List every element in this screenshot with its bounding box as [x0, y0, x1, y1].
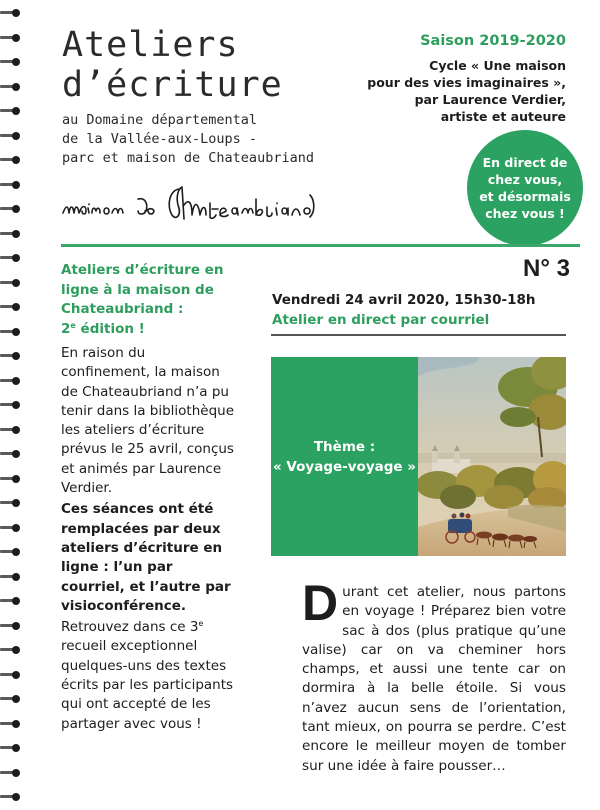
spiral-ring	[0, 548, 22, 556]
badge-line: En direct de	[482, 155, 568, 170]
ring-hole	[12, 475, 20, 483]
spiral-ring	[0, 744, 22, 752]
spiral-ring	[0, 475, 22, 483]
theme-title: « Voyage-voyage »	[273, 458, 416, 475]
paragraph-recueil	[61, 618, 236, 734]
spiral-ring	[0, 132, 22, 140]
intro-title-line: ligne à la maison de	[61, 281, 214, 298]
ring-hole	[12, 548, 20, 556]
description-text: urant cet atelier, nous partons en voyage ! Préparez bien votre sac à dos (plus pratique qu’une valise) car on va cheminer hors champs, et aussi une tente car on dormira à la belle étoile. Si vous n’avez aucun sens de l’orientation, tant mieux, on pourra se perdre. C’est encore le meilleur moyen de tomber sur une idée à faire pousser…	[302, 584, 566, 774]
spiral-ring	[0, 254, 22, 262]
ring-hole	[12, 597, 20, 605]
spiral-ring	[0, 181, 22, 189]
ring-hole	[12, 377, 20, 385]
badge-line: chez vous !	[485, 206, 565, 221]
intro-title	[61, 261, 236, 339]
issue-number: N° 3	[523, 255, 570, 282]
subtitle	[62, 111, 314, 168]
green-divider	[61, 244, 580, 247]
subtitle-line: au Domaine départemental	[62, 112, 258, 128]
badge-line: chez vous,	[487, 172, 563, 187]
spiral-ring	[0, 401, 22, 409]
ring-hole	[12, 720, 20, 728]
intro-title-line: Ateliers d’écriture en	[61, 262, 224, 278]
ring-hole	[12, 107, 20, 115]
cycle-line: par Laurence Verdier,	[414, 92, 566, 107]
spiral-ring	[0, 303, 22, 311]
subtitle-line: de la Vallée-aux-Loups -	[62, 131, 258, 147]
workshop-description	[302, 575, 566, 776]
ring-hole	[12, 793, 20, 801]
spiral-ring	[0, 352, 22, 360]
ring-hole	[12, 646, 20, 654]
ring-hole	[12, 744, 20, 752]
ring-hole	[12, 328, 20, 336]
live-badge	[467, 130, 583, 246]
recueil-text-start: Retrouvez dans ce	[61, 619, 190, 636]
spiral-ring	[0, 646, 22, 654]
ring-hole	[12, 9, 20, 17]
ring-hole	[12, 622, 20, 630]
ring-hole	[12, 254, 20, 262]
page-title	[62, 25, 283, 105]
spiral-ring	[0, 793, 22, 801]
recueil-number: 3	[189, 619, 199, 636]
season-label: Saison 2019-2020	[420, 33, 566, 49]
ring-hole	[12, 279, 20, 287]
spiral-ring	[0, 622, 22, 630]
spiral-ring	[0, 720, 22, 728]
ring-hole	[12, 499, 20, 507]
recueil-text-end: recueil exceptionnel quelques-uns des textes écrits par les participants qui ont accepté de les partager avec vous !	[61, 638, 234, 732]
cycle-line: artiste et auteure	[440, 109, 566, 124]
spiral-ring	[0, 597, 22, 605]
badge-line: et désormais	[479, 189, 571, 204]
intro-title-line: Chateaubriand :	[61, 301, 184, 317]
spiral-ring	[0, 524, 22, 532]
left-column	[61, 261, 236, 736]
ring-hole	[12, 205, 20, 213]
ring-hole	[12, 83, 20, 91]
session-date: Vendredi 24 avril 2020, 15h30-18h	[272, 292, 536, 308]
landscape-painting-image	[418, 357, 566, 556]
subtitle-line: parc et maison de Chateaubriand	[62, 150, 314, 166]
spiral-ring	[0, 377, 22, 385]
session-info	[272, 290, 536, 330]
ring-hole	[12, 401, 20, 409]
ring-hole	[12, 573, 20, 581]
ring-hole	[12, 426, 20, 434]
spiral-ring	[0, 58, 22, 66]
recueil-superscript: e	[198, 619, 204, 629]
spiral-ring	[0, 573, 22, 581]
ring-hole	[12, 450, 20, 458]
spiral-ring	[0, 426, 22, 434]
spiral-ring	[0, 328, 22, 336]
ring-hole	[12, 303, 20, 311]
ring-hole	[12, 769, 20, 777]
spiral-ring	[0, 695, 22, 703]
spiral-ring	[0, 9, 22, 17]
ring-hole	[12, 58, 20, 66]
spiral-ring	[0, 34, 22, 42]
spiral-ring	[0, 205, 22, 213]
ring-hole	[12, 695, 20, 703]
chateaubriand-signature-logo	[60, 175, 325, 235]
spiral-ring	[0, 671, 22, 679]
drop-cap: D	[302, 575, 339, 631]
cycle-line: pour des vies imaginaires »,	[367, 75, 566, 90]
ring-hole	[12, 230, 20, 238]
edition-number: 2	[61, 320, 71, 337]
cycle-line: Cycle « Une maison	[429, 58, 566, 73]
spiral-ring	[0, 450, 22, 458]
spiral-binding	[0, 0, 24, 810]
spiral-ring	[0, 769, 22, 777]
session-mode: Atelier en direct par courriel	[272, 312, 490, 328]
ring-hole	[12, 34, 20, 42]
ring-hole	[12, 524, 20, 532]
edition-superscript: e	[70, 320, 76, 330]
title-line-2: d’écriture	[62, 65, 283, 105]
spiral-ring	[0, 83, 22, 91]
ring-hole	[12, 132, 20, 140]
gray-divider	[271, 334, 566, 336]
paragraph-replacement: Ces séances ont été remplacées par deux ateliers d’écriture en ligne : l’un par courriel, et l’autre par visioconférence.	[61, 501, 231, 614]
theme-panel	[271, 357, 418, 556]
paragraph-confinement: En raison du confinement, la maison de Chateaubriand n’a pu tenir dans la bibliothèque les ateliers d’écriture prévus le 25 avril, conçus et animés par Laurence Verdier.	[61, 345, 235, 497]
ring-hole	[12, 671, 20, 679]
title-line-1: Ateliers	[62, 25, 239, 65]
edition-text: édition !	[75, 320, 145, 337]
spiral-ring	[0, 107, 22, 115]
edition-line	[61, 320, 236, 340]
theme-label: Thème :	[313, 438, 376, 455]
spiral-ring	[0, 499, 22, 507]
spiral-ring	[0, 156, 22, 164]
spiral-ring	[0, 230, 22, 238]
cycle-description	[306, 57, 566, 125]
ring-hole	[12, 156, 20, 164]
ring-hole	[12, 181, 20, 189]
spiral-ring	[0, 279, 22, 287]
ring-hole	[12, 352, 20, 360]
